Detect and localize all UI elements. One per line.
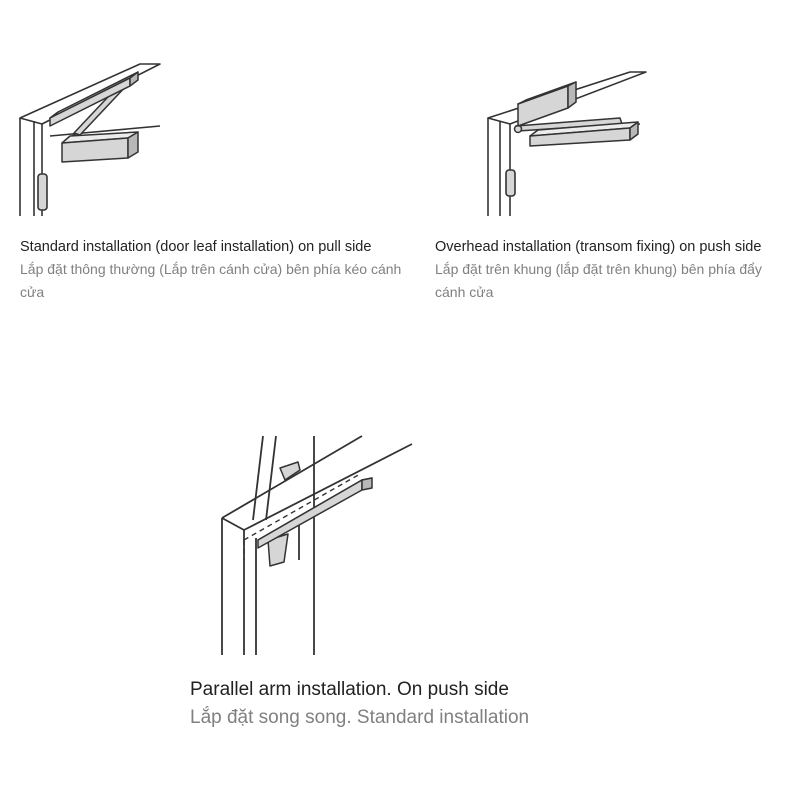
caption-vietnamese: Lắp đặt trên khung (lắp đặt trên khung) bên phía đẩy cánh cửa [435,261,762,300]
standard-installation-illustration [0,50,200,230]
caption-english: Parallel arm installation. On push side [190,679,509,700]
caption-vietnamese: Lắp đặt thông thường (Lắp trên cánh cửa) bên phía kéo cánh cửa [20,261,402,300]
overhead-installation-illustration [470,70,670,230]
overhead-installation-caption [435,236,785,304]
door-frame [222,436,412,655]
closer-body [62,132,138,162]
hinge [38,174,47,210]
caption-vietnamese: Lắp đặt song song. Standard installation [190,707,530,728]
parallel-arm-installation-caption [190,676,610,732]
caption-english: Standard installation (door leaf installation) on pull side [20,239,372,255]
closer-body [258,478,372,548]
closer-arm [268,462,300,566]
hinge [506,170,515,196]
parallel-arm-installation-illustration [210,425,430,665]
closer-body [518,82,576,126]
standard-installation-caption [20,236,415,304]
caption-english: Overhead installation (transom fixing) on push side [435,239,762,255]
